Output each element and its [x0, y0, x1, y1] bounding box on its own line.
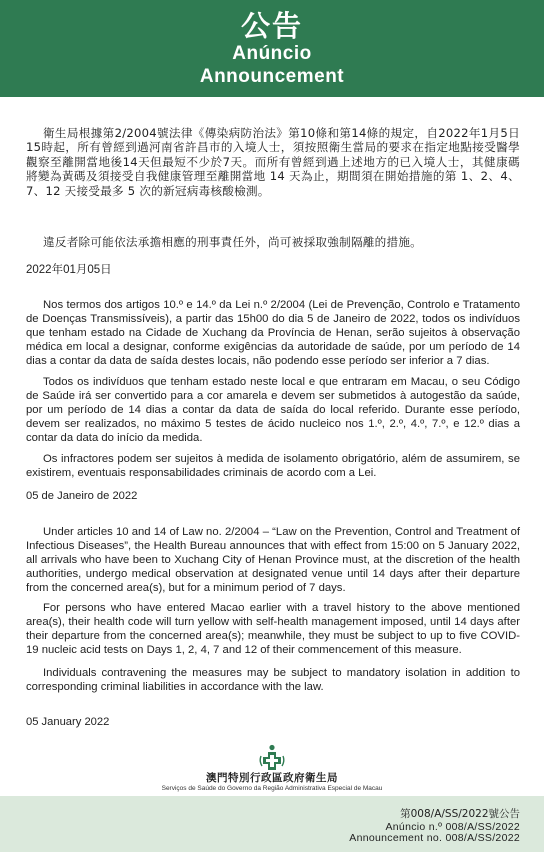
portuguese-paragraph-1: Nos termos dos artigos 10.º e 14.º da Lei n.º 2/2004 (Lei de Prevenção, Controlo e Tratamento de Doenças Transmissíveis), a partir das 15h00 do dia 5 de Janeiro de 2022, todos os indivíduos que tenham estado na Cidade de Xuchang da Província de Henan, serão sujeitos à observação médica em local a designar, conforme exigências da autoridade de saúde, por um período de 14 dias a contar da data de saída destes locais, não podendo esse período ser inferior a 7 dias.	[26, 299, 520, 367]
chinese-date: 2022年01月05日	[26, 264, 112, 276]
chinese-paragraph-1: 衛生局根據第2/2004號法律《傳染病防治法》第10條和第14條的規定，自2022年1月5日15時起，所有曾經到過河南省許昌市的入境人士，須按照衛生當局的要求在指定地點接受醫學觀察至離開當地後14天但最短不少於7天。而所有曾經到過上述地方的已入境人士，其健康碼將變為黃碼及須接受自我健康管理至離開當地 14 天為止，期間須在開始措施的第 1、2、4、7、12 天接受最多 5 次的新冠病毒核酸檢測。	[26, 126, 520, 198]
title-english: Announcement	[199, 66, 345, 87]
reference-number-chinese: 第008/A/SS/2022號公告	[400, 808, 520, 820]
chinese-paragraph-2: 違反者除可能依法承擔相應的刑事責任外，尚可被採取強制隔離的措施。	[43, 235, 423, 249]
portuguese-date: 05 de Janeiro de 2022	[26, 490, 138, 502]
english-paragraph-3: Individuals contravening the measures may be subject to mandatory isolation in addition to corresponding criminal liabilities in accordance with the law.	[26, 667, 520, 693]
portuguese-paragraph-2: Todos os indivíduos que tenham estado neste local e que entraram em Macau, o seu Código de Saúde irá ser convertido para a cor amarela e devem ser submetidos à autogestão da saúde, por um período de 14 dias a contar da data de saída do local referido. Durante esse período, devem ser realizados, no máximo 5 testes de ácido nucleico nos 1.º, 2.º, 4.º, 7.º, e 12.º dias a contar da data do início da medida.	[26, 376, 520, 444]
title-portuguese: Anúncio	[232, 43, 312, 64]
health-bureau-signature	[0, 744, 544, 793]
organization-name-portuguese: Serviços de Saúde do Governo da Região Administrativa Especial de Macau	[161, 785, 383, 792]
title-chinese: 公告	[240, 9, 303, 43]
health-bureau-cross-logo-icon	[259, 744, 285, 772]
reference-number-english: Announcement no. 008/A/SS/2022	[349, 832, 520, 844]
reference-number-portuguese: Anúncio n.º 008/A/SS/2022	[385, 821, 520, 833]
organization-name-chinese: 澳門特別行政區政府衛生局	[206, 772, 338, 784]
announcement-reference-footer	[0, 796, 544, 852]
english-date: 05 January 2022	[26, 716, 110, 728]
english-paragraph-2: For persons who have entered Macao earlier with a travel history to the above mentioned area(s), their health code will turn yellow with self-health management imposed, until 14 days after their departure from the concerned area(s); meanwhile, they must be subject to up to five COVID-19 nucleic acid tests on Days 1, 2, 4, 7 and 12 of their commencement of this measure.	[26, 602, 520, 656]
english-paragraph-1: Under articles 10 and 14 of Law no. 2/2004 – “Law on the Prevention, Control and Treatment of Infectious Diseases”, the Health Bureau announces that with effect from 15:00 on 5 January 2022, all arrivals who have been to Xuchang City of Henan Province must, at the discretion of the health authorities, undergo medical observation at designated venue until 14 days after their departure from the concerned area(s), but for a minimum period of 7 days.	[26, 526, 520, 594]
announcement-header	[0, 0, 544, 97]
portuguese-paragraph-3: Os infractores podem ser sujeitos à medida de isolamento obrigatório, além de assumirem, se existirem, eventuais responsabilidades criminais de acordo com a Lei.	[26, 453, 520, 479]
